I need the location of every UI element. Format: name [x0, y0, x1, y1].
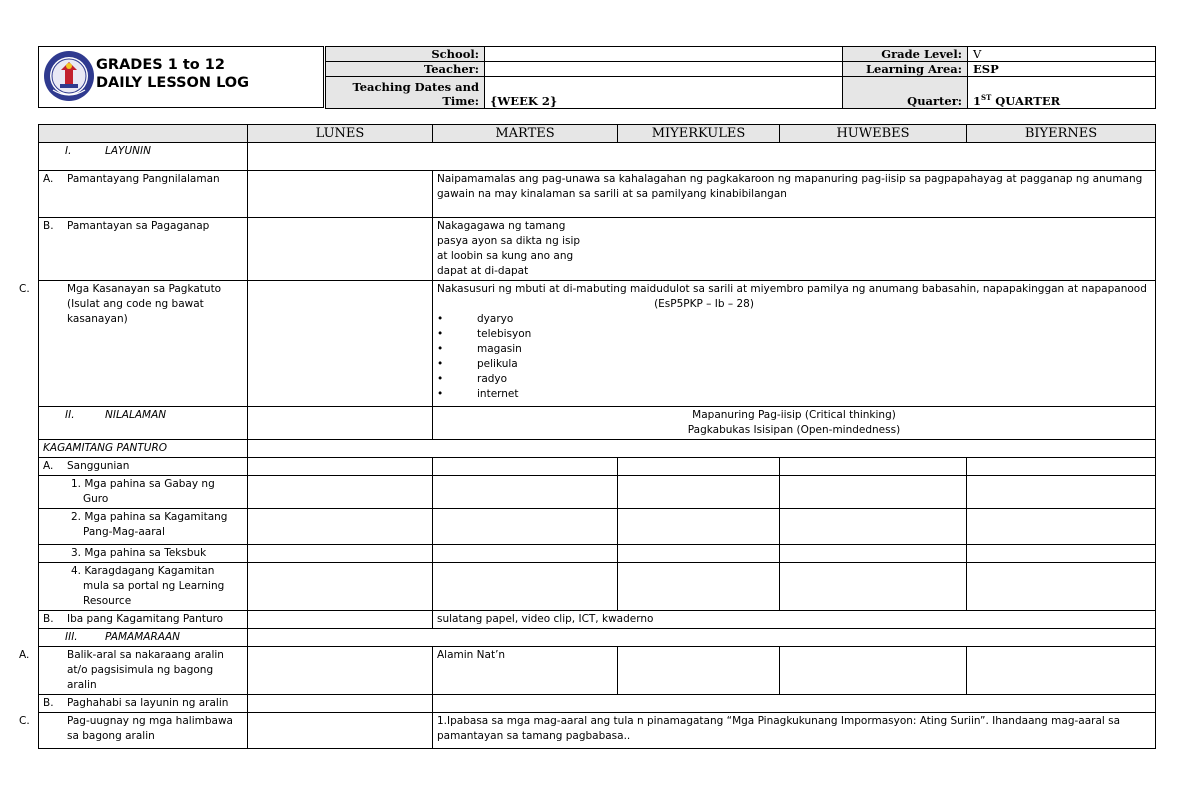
row-letter: C. — [19, 715, 30, 727]
cell-lunes — [248, 458, 433, 476]
cell-biyernes — [967, 545, 1156, 563]
teaching-dates-label-line1: Teaching Dates and — [352, 80, 479, 94]
cell-lunes — [248, 476, 433, 509]
teksbuk-row — [39, 545, 1156, 563]
row-label-text: 3. Mga pahina sa Teksbuk — [71, 547, 207, 559]
cell-huwebes — [780, 458, 967, 476]
bullet-text: dyaryo — [477, 313, 514, 325]
cell-lunes — [248, 407, 433, 440]
pag-uugnay-text: 1.Ipabasa sa mga mag-aaral ang tula n pinamagatang “Mga Pinagkukunang Impormasyon: Ating Suriin”. Ihandaang mag-aaral sa pamantayan sa tamang pagbabasa.. — [433, 713, 1156, 749]
bullet-text: radyo — [477, 373, 508, 385]
row-label-text: 4. Karagdagang Kagamitan mula sa portal ng Learning Resource — [71, 565, 225, 607]
kagamitang-mag-aaral-row — [39, 509, 1156, 545]
row-label-text: Sanggunian — [67, 460, 130, 472]
sanggunian-label — [39, 458, 248, 476]
teaching-dates-label — [326, 77, 485, 109]
pamamaraan-heading — [39, 629, 248, 647]
layunin-content — [248, 143, 1156, 171]
lesson-log-table — [19, 124, 1156, 749]
kagamitan-heading: KAGAMITANG PANTURO — [39, 440, 248, 458]
cell-miyerkules — [618, 563, 780, 611]
bullet-text: pelikula — [477, 358, 518, 370]
cell-huwebes — [780, 476, 967, 509]
iba-pang-kagamitan-text: sulatang papel, video clip, ICT, kwaderno — [433, 611, 1156, 629]
row-letter: B. — [43, 697, 54, 709]
text-line: dapat at di-dapat — [437, 265, 529, 277]
cell-huwebes — [780, 509, 967, 545]
cell-biyernes — [967, 458, 1156, 476]
pamantayang-pangnilalaman-row — [39, 171, 1156, 218]
cell-huwebes — [780, 563, 967, 611]
days-header-blank — [39, 125, 248, 143]
cell-martes — [433, 563, 618, 611]
kagamitan-content — [248, 440, 1156, 458]
gabay-guro-row — [39, 476, 1156, 509]
kasanayan-text: Nakasusuri ng mbuti at di-mabuting maidudulot sa sarili at miyembro pamilya ng anumang babasahin, napapakinggan at napapanood — [437, 283, 1147, 295]
cell-lunes — [248, 647, 433, 695]
cell-huwebes — [780, 647, 967, 695]
day-lunes: LUNES — [248, 125, 433, 143]
cell-martes — [433, 476, 618, 509]
header-title-box — [38, 46, 324, 108]
pamamaraan-label: PAMAMARAAN — [105, 631, 180, 643]
learning-area-label: Learning Area: — [843, 62, 968, 77]
teksbuk-label — [39, 545, 248, 563]
bullet-icon: • — [437, 343, 444, 355]
cell-lunes — [248, 218, 433, 281]
school-value — [485, 47, 843, 62]
title-line-1: GRADES 1 to 12 — [96, 57, 225, 73]
cell-miyerkules — [618, 647, 780, 695]
nilalaman-line-2: Pagkabukas Isisipan (Open-mindedness) — [687, 424, 901, 436]
bullet-icon: • — [437, 328, 444, 340]
pamantayan-sa-pagganap-text — [433, 218, 1156, 281]
row-letter: A. — [43, 173, 54, 185]
teaching-dates-value: {WEEK 2} — [485, 77, 843, 109]
nilalaman-content — [433, 407, 1156, 440]
deped-seal-icon — [43, 50, 95, 102]
pag-uugnay-label — [19, 713, 248, 749]
learning-area-value: ESP — [968, 62, 1156, 77]
header-title — [96, 56, 249, 92]
row-label-text: Mga Kasanayan sa Pagkatuto (Isulat ang code ng bawat kasanayan) — [67, 283, 222, 325]
row-letter: B. — [43, 613, 54, 625]
bullet-text: telebisyon — [477, 328, 532, 340]
balik-aral-row — [39, 647, 1156, 695]
quarter-num: 1 — [973, 94, 982, 108]
row-label-text: Pag-uugnay ng mga halimbawa sa bagong aralin — [67, 715, 233, 742]
pamantayang-pangnilalaman-text: Naipamamalas ang pag-unawa sa kahalagahan ng pagkakaroon ng mapanuring pag-iisip sa pagpapahayag at pagganap ng anumang gawain na may kinalaman sa sarili at sa pamilyang kinabibilangan — [433, 171, 1156, 218]
balik-aral-label — [19, 647, 248, 695]
row-letter: C. — [19, 283, 30, 295]
cell-lunes — [248, 563, 433, 611]
nilalaman-num: II. — [65, 409, 75, 421]
teacher-value — [485, 62, 843, 77]
row-label-text: Pamantayan sa Pagaganap — [67, 220, 210, 232]
kasanayan-label — [19, 281, 248, 407]
text-line: pasya ayon sa dikta ng isip — [437, 235, 581, 247]
kasanayan-content — [433, 281, 1156, 407]
paghahabi-row — [39, 695, 1156, 713]
sanggunian-row — [39, 458, 1156, 476]
teaching-dates-label-line2: Time: — [442, 94, 479, 108]
layunin-num: I. — [65, 145, 72, 157]
layunin-heading — [39, 143, 248, 171]
cell-biyernes — [967, 563, 1156, 611]
pamantayang-pangnilalaman-label — [39, 171, 248, 218]
kagamitan-row — [39, 440, 1156, 458]
bullet-icon: • — [437, 358, 444, 370]
day-martes: MARTES — [433, 125, 618, 143]
pamantayan-sa-pagganap-row — [39, 218, 1156, 281]
bullet-text: magasin — [477, 343, 522, 355]
quarter-label: Quarter: — [843, 77, 968, 109]
nilalaman-heading — [39, 407, 248, 440]
cell-lunes — [248, 509, 433, 545]
day-biyernes: BIYERNES — [967, 125, 1156, 143]
row-letter: A. — [19, 649, 30, 661]
quarter-value — [968, 77, 1156, 109]
bullet-icon: • — [437, 388, 444, 400]
cell-miyerkules — [618, 458, 780, 476]
day-huwebes: HUWEBES — [780, 125, 967, 143]
school-label: School: — [326, 47, 485, 62]
kasanayan-code: (EsP5PKP – Ib – 28) — [654, 298, 754, 310]
days-header-row — [39, 125, 1156, 143]
kagamitang-mag-aaral-label — [39, 509, 248, 545]
cell-biyernes — [967, 509, 1156, 545]
karagdagang-kagamitan-label — [39, 563, 248, 611]
pamamaraan-content — [248, 629, 1156, 647]
teacher-label: Teacher: — [326, 62, 485, 77]
iba-pang-kagamitan-label — [39, 611, 248, 629]
cell-lunes — [248, 695, 433, 713]
cell-biyernes — [967, 647, 1156, 695]
nilalaman-label: NILALAMAN — [105, 409, 167, 421]
row-label-text: Paghahabi sa layunin ng aralin — [67, 697, 229, 709]
cell-lunes — [248, 713, 433, 749]
header-meta-table — [325, 46, 1156, 109]
nilalaman-row — [39, 407, 1156, 440]
paghahabi-label — [39, 695, 248, 713]
cell-martes — [433, 509, 618, 545]
layunin-label: LAYUNIN — [105, 145, 151, 157]
text-line: Nakagagawa ng tamang — [437, 220, 566, 232]
pamamaraan-num: III. — [65, 631, 78, 643]
day-miyerkules: MIYERKULES — [618, 125, 780, 143]
cell-huwebes — [780, 545, 967, 563]
row-label-text: Iba pang Kagamitang Panturo — [67, 613, 224, 625]
kasanayan-row — [39, 281, 1156, 407]
pag-uugnay-row — [39, 713, 1156, 749]
karagdagang-kagamitan-row — [39, 563, 1156, 611]
cell-lunes — [248, 171, 433, 218]
bullet-item — [437, 327, 1151, 342]
bullet-item — [437, 357, 1151, 372]
pamantayan-sa-pagganap-label — [39, 218, 248, 281]
cell-martes — [433, 545, 618, 563]
bullet-icon: • — [437, 313, 444, 325]
cell-miyerkules — [618, 545, 780, 563]
row-label-text: 1. Mga pahina sa Gabay ng Guro — [71, 478, 215, 505]
row-letter: B. — [43, 220, 54, 232]
quarter-sup: ST — [981, 93, 992, 103]
row-letter: A. — [43, 460, 54, 472]
title-line-2: DAILY LESSON LOG — [96, 75, 250, 91]
row-label-text: Balik-aral sa nakaraang aralin at/o pagsisimula ng bagong aralin — [67, 649, 224, 691]
bullet-item — [437, 342, 1151, 357]
bullet-item — [437, 387, 1151, 402]
bullet-text: internet — [477, 388, 519, 400]
cell-miyerkules — [618, 476, 780, 509]
row-label-text: 2. Mga pahina sa Kagamitang Pang-Mag-aaral — [71, 511, 228, 538]
iba-pang-kagamitan-row — [39, 611, 1156, 629]
bullet-item — [437, 372, 1151, 387]
nilalaman-line-1: Mapanuring Pag-iisip (Critical thinking) — [692, 409, 896, 421]
cell-lunes — [248, 281, 433, 407]
pamamaraan-row — [39, 629, 1156, 647]
gabay-guro-label — [39, 476, 248, 509]
cell-lunes — [248, 611, 433, 629]
bullet-icon: • — [437, 373, 444, 385]
layunin-row — [39, 143, 1156, 171]
cell-biyernes — [967, 476, 1156, 509]
paghahabi-content — [433, 695, 1156, 713]
row-label-text: Pamantayang Pangnilalaman — [67, 173, 220, 185]
bullet-item — [437, 312, 1151, 327]
grade-level-value: V — [968, 47, 1156, 62]
text-line: at loobin sa kung ano ang — [437, 250, 574, 262]
cell-lunes — [248, 545, 433, 563]
cell-martes — [433, 458, 618, 476]
grade-level-label: Grade Level: — [843, 47, 968, 62]
cell-miyerkules — [618, 509, 780, 545]
balik-aral-martes: Alamin Nat’n — [433, 647, 618, 695]
quarter-rest: QUARTER — [991, 94, 1061, 108]
